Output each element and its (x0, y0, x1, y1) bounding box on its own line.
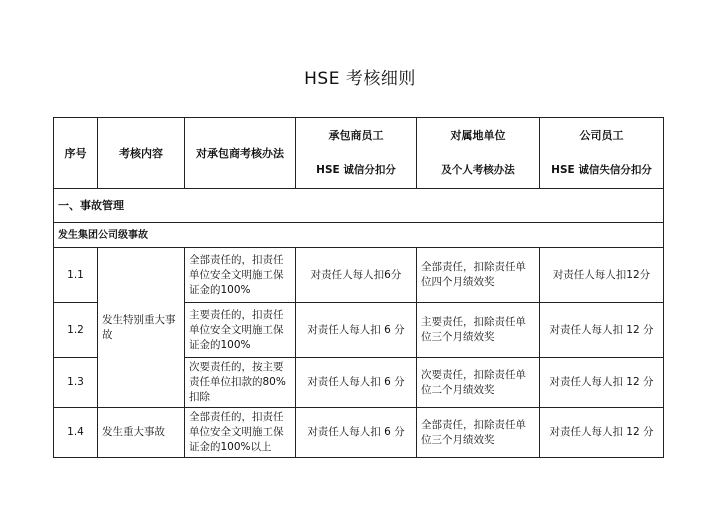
document-title: HSE 考核细则 (304, 69, 416, 89)
header-contractor-employee (296, 118, 417, 189)
header-content: 考核内容 (98, 118, 185, 189)
row-local-unit: 全部责任，扣除责任单位三个月绩效奖 (417, 408, 540, 458)
row-company-employee: 对责任人每人扣 12 分 (540, 303, 664, 358)
header-company-employee (540, 118, 664, 189)
header-local-unit-sub: 及个人考核办法 (441, 164, 515, 176)
header-contractor-employee-title: 承包商员工 (328, 129, 384, 142)
header-contractor-method: 对承包商考核办法 (185, 118, 296, 189)
row-content-group: 发生特别重大事故 (98, 248, 185, 408)
header-contractor-employee-sub: HSE 诚信分扣分 (316, 164, 396, 176)
header-company-employee-sub: HSE 诚信失信分扣分 (551, 164, 652, 176)
section-title: 一、事故管理 (54, 189, 664, 223)
row-local-unit: 主要责任，扣除责任单位三个月绩效奖 (417, 303, 540, 358)
header-seq: 序号 (54, 118, 98, 189)
row-contractor-method: 主要责任的，扣责任单位安全文明施工保证金的100% (185, 303, 296, 358)
row-seq: 1.1 (54, 248, 98, 303)
row-contractor-employee: 对责任人每人扣6分 (296, 248, 417, 303)
row-content: 发生重大事故 (98, 408, 185, 458)
row-contractor-method: 全部责任的，扣责任单位安全文明施工保证金的100% (185, 248, 296, 303)
table-header-row (54, 118, 664, 189)
row-contractor-employee: 对责任人每人扣 6 分 (296, 358, 417, 408)
header-local-unit-title: 对属地单位 (450, 129, 506, 142)
row-company-employee: 对责任人每人扣12分 (540, 248, 664, 303)
row-company-employee: 对责任人每人扣 12 分 (540, 358, 664, 408)
table-row (54, 408, 664, 458)
section-row (54, 189, 664, 223)
subsection-title: 发生集团公司级事故 (54, 223, 664, 248)
row-seq: 1.4 (54, 408, 98, 458)
table-row (54, 248, 664, 303)
header-company-employee-title: 公司员工 (579, 129, 624, 142)
row-contractor-method: 全部责任的，扣责任单位安全文明施工保证金的100%以上 (185, 408, 296, 458)
row-local-unit: 次要责任，扣除责任单位二个月绩效奖 (417, 358, 540, 408)
assessment-table (53, 117, 664, 458)
row-company-employee: 对责任人每人扣 12 分 (540, 408, 664, 458)
row-contractor-method: 次要责任的，按主要责任单位扣款的80%扣除 (185, 358, 296, 408)
row-seq: 1.3 (54, 358, 98, 408)
row-local-unit: 全部责任，扣除责任单位四个月绩效奖 (417, 248, 540, 303)
row-seq: 1.2 (54, 303, 98, 358)
header-local-unit (417, 118, 540, 189)
row-contractor-employee: 对责任人每人扣 6 分 (296, 303, 417, 358)
subsection-row (54, 223, 664, 248)
row-contractor-employee: 对责任人每人扣 6 分 (296, 408, 417, 458)
